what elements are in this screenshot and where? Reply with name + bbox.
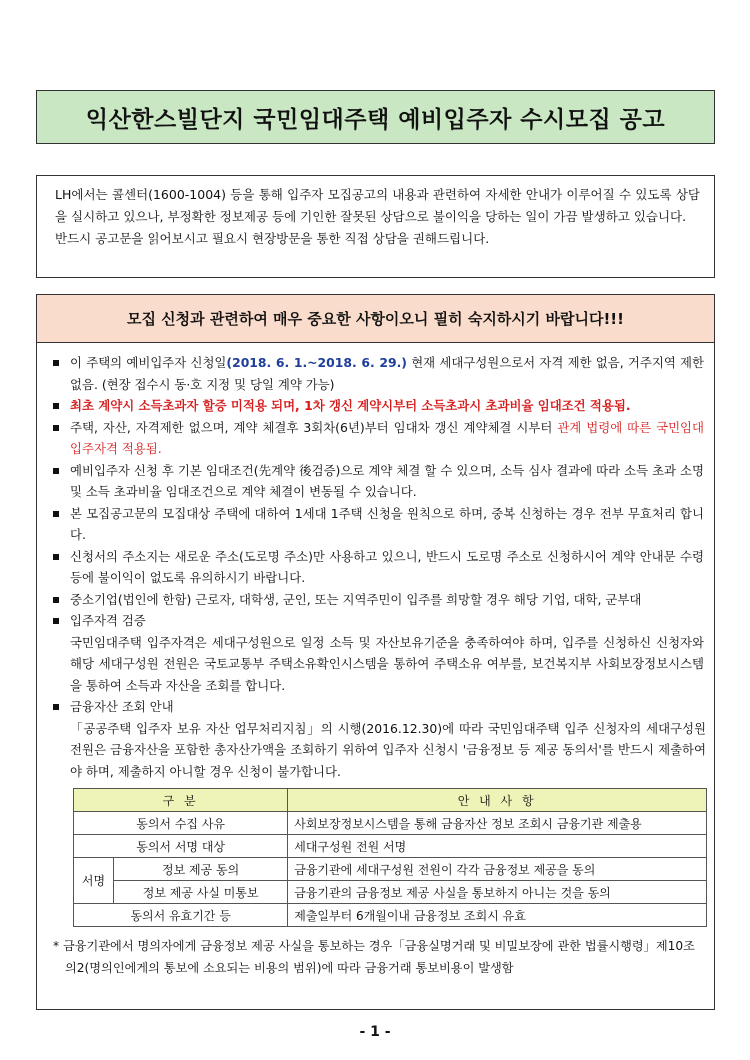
list-item: 주택, 자산, 자격제한 없으며, 계약 체결후 3회차(6년)부터 임대차 갱신 계약체결 시부터 관계 법령에 따른 국민임대 입주자격 적용됨.	[53, 417, 704, 460]
notice-text-1: LH에서는 콜센터(1600-1004) 등을 통해 입주자 모집공고의 내용과 관련하여 자세한 안내가 이루어질 수 있도록 상담을 실시하고 있으나, 부정확한 정보제공 등에 기인한 잘못된 상담으로 불이익을 당하는 일이 가끔 발생하고 있습니다.	[55, 187, 700, 224]
section-header: 모집 신청과 관련하여 매우 중요한 사항이오니 필히 숙지하시기 바랍니다!!!	[37, 295, 714, 343]
bullet-icon	[53, 360, 59, 366]
list-item: 금융자산 조회 안내	[53, 696, 704, 718]
eligibility-text: 국민임대주택 입주자격은 세대구성원으로 일정 소득 및 자산보유기준을 충족하여야 하며, 입주를 신청하신 신청자와 해당 세대구성원 전원은 국토교통부 주택소유확인시스템을 통하여 주택소유 여부를, 보건복지부 사회보장정보시스템을 통하여 소득과 자산을 조회를 합니다.	[70, 634, 704, 693]
footnote: * 금융기관에서 명의자에게 금융정보 제공 사실을 통보하는 경우「금융실명거래 및 비밀보장에 관한 법률시행령」제10조의2(명의인에게의 통보에 소요되는 비용의 범위)에 따라 금융거래 통보비용이 발생함	[53, 939, 695, 975]
bullet-icon	[53, 704, 59, 710]
important-notice-section	[36, 294, 715, 1010]
bullet-icon	[53, 554, 59, 560]
table-header-guide: 안 내 사 항	[288, 789, 707, 812]
bullet-icon	[53, 468, 59, 474]
notice-box	[36, 175, 715, 278]
list-item: 신청서의 주소지는 새로운 주소(도로명 주소)만 사용하고 있으니, 반드시 도로명 주소로 신청하시어 계약 안내문 수령 등에 불이익이 없도록 유의하시기 바랍니다.	[53, 546, 704, 589]
bullet-icon	[53, 597, 59, 603]
bullet-list	[37, 343, 714, 632]
table-row: 동의서 수집 사유 사회보장정보시스템을 통해 금융자산 정보 조회시 금융기관 제출용	[74, 812, 707, 835]
bullet-icon	[53, 511, 59, 517]
table-row: 동의서 서명 대상 세대구성원 전원 서명	[74, 835, 707, 858]
list-item: 이 주택의 예비입주자 신청일(2018. 6. 1.~2018. 6. 29.) 현재 세대구성원으로서 자격 제한 없음, 거주지역 제한 없음. (현장 접수시 동·호 지정 및 당일 계약 가능)	[53, 352, 704, 395]
notice-text-2: 반드시 공고문을 읽어보시고 필요시 현장방문을 통한 직접 상담을 권해드립니다.	[55, 231, 490, 246]
financial-asset-text: 「공공주택 입주자 보유 자산 업무처리지침」의 시행(2016.12.30)에 따라 국민임대주택 입주 신청자의 세대구성원 전원은 금융자산을 포함한 총자산가액을 조회하기 위하여 입주자 신청시 '금융정보 등 제공 동의서'를 반드시 제출하여야 하며, 제출하지 아니할 경우 신청이 불가합니다.	[70, 720, 706, 779]
table-row: 서명 정보 제공 동의 금융기관에 세대구성원 전원이 각각 금융정보 제공을 동의	[74, 858, 707, 881]
bullet-icon	[53, 403, 59, 409]
list-item: 중소기업(법인에 한함) 근로자, 대학생, 군인, 또는 지역주민이 입주를 희망할 경우 해당 기업, 대학, 군부대	[53, 589, 704, 611]
table-row: 동의서 유효기간 등 제출일부터 6개월이내 금융정보 조회시 유효	[74, 904, 707, 927]
consent-table	[73, 788, 707, 927]
page-title: 익산한스빌단지 국민임대주택 예비입주자 수시모집 공고	[36, 90, 715, 144]
signature-group-cell: 서명	[74, 858, 114, 904]
table-header-category: 구 분	[74, 789, 288, 812]
table-row: 정보 제공 사실 미통보 금융기관의 금융정보 제공 사실을 통보하지 아니는 것을 동의	[74, 881, 707, 904]
list-item: 예비입주자 신청 후 기본 임대조건(先계약 後검증)으로 계약 체결 할 수 있으며, 소득 심사 결과에 따라 소득 초과 소명 및 소득 초과비율 임대조건으로 계약 체결이 변동될 수 있습니다.	[53, 460, 704, 503]
list-item: 본 모집공고문의 모집대상 주택에 대하여 1세대 1주택 신청을 원칙으로 하며, 중복 신청하는 경우 전부 무효처리 합니다.	[53, 503, 704, 546]
bullet-icon	[53, 618, 59, 624]
list-item: 최초 계약시 소득초과자 할증 미적용 되며, 1차 갱신 계약시부터 소득초과시 초과비율 임대조건 적용됨.	[53, 395, 704, 417]
page-number: - 1 -	[359, 1024, 391, 1040]
bullet-list-2	[37, 696, 714, 718]
list-item: 입주자격 검증	[53, 610, 704, 632]
bullet-icon	[53, 425, 59, 431]
table-header-row	[74, 789, 707, 812]
